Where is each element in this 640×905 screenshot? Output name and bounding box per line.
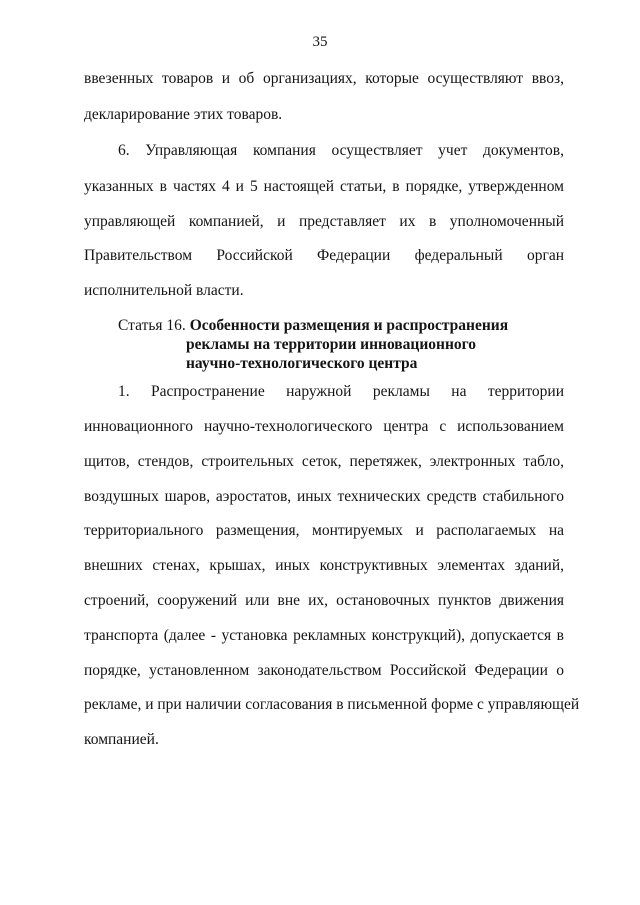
text-line: инновационного научно-технологического центра с использованием <box>84 418 564 435</box>
text-line: компанией. <box>84 731 159 748</box>
article-label: Статья 16. <box>118 317 186 334</box>
paragraph-first-line: 6. Управляющая компания осуществляет учет документов, <box>118 142 564 159</box>
text-line: порядке, установленном законодательством Российской Федерации о <box>84 662 564 679</box>
text-line: исполнительной власти. <box>84 282 244 299</box>
text-line: щитов, стендов, строительных сеток, перетяжек, электронных табло, <box>84 453 564 470</box>
article-heading <box>118 316 508 373</box>
text-line: строений, сооружений или вне их, остановочных пунктов движения <box>84 592 564 609</box>
article-title-line: научно-технологического центра <box>186 355 418 372</box>
text-line: декларирование этих товаров. <box>84 106 283 123</box>
text-line: указанных в частях 4 и 5 настоящей статьи, в порядке, утвержденном <box>84 178 564 195</box>
page-number: 35 <box>312 34 328 50</box>
text-line: территориального размещения, монтируемых и располагаемых на <box>84 522 564 539</box>
text-line: внешних стенах, крышах, иных конструктивных элементах зданий, <box>84 557 564 574</box>
paragraph-first-line: 1. Распространение наружной рекламы на территории <box>118 383 564 400</box>
text-line: транспорта (далее - установка рекламных конструкций), допускается в <box>84 627 564 644</box>
article-title-line: рекламы на территории инновационного <box>186 336 477 353</box>
text-line: ввезенных товаров и об организациях, которые осуществляют ввоз, <box>84 70 564 87</box>
text-line: Правительством Российской Федерации федеральный орган <box>84 247 564 264</box>
article-title-line: Особенности размещения и распространения <box>189 317 509 334</box>
text-line: рекламе, и при наличии согласования в письменной форме с управляющей <box>84 696 580 713</box>
text-line: воздушных шаров, аэростатов, иных технических средств стабильного <box>84 488 564 505</box>
text-line: управляющей компанией, и представляет их в уполномоченный <box>84 213 564 230</box>
